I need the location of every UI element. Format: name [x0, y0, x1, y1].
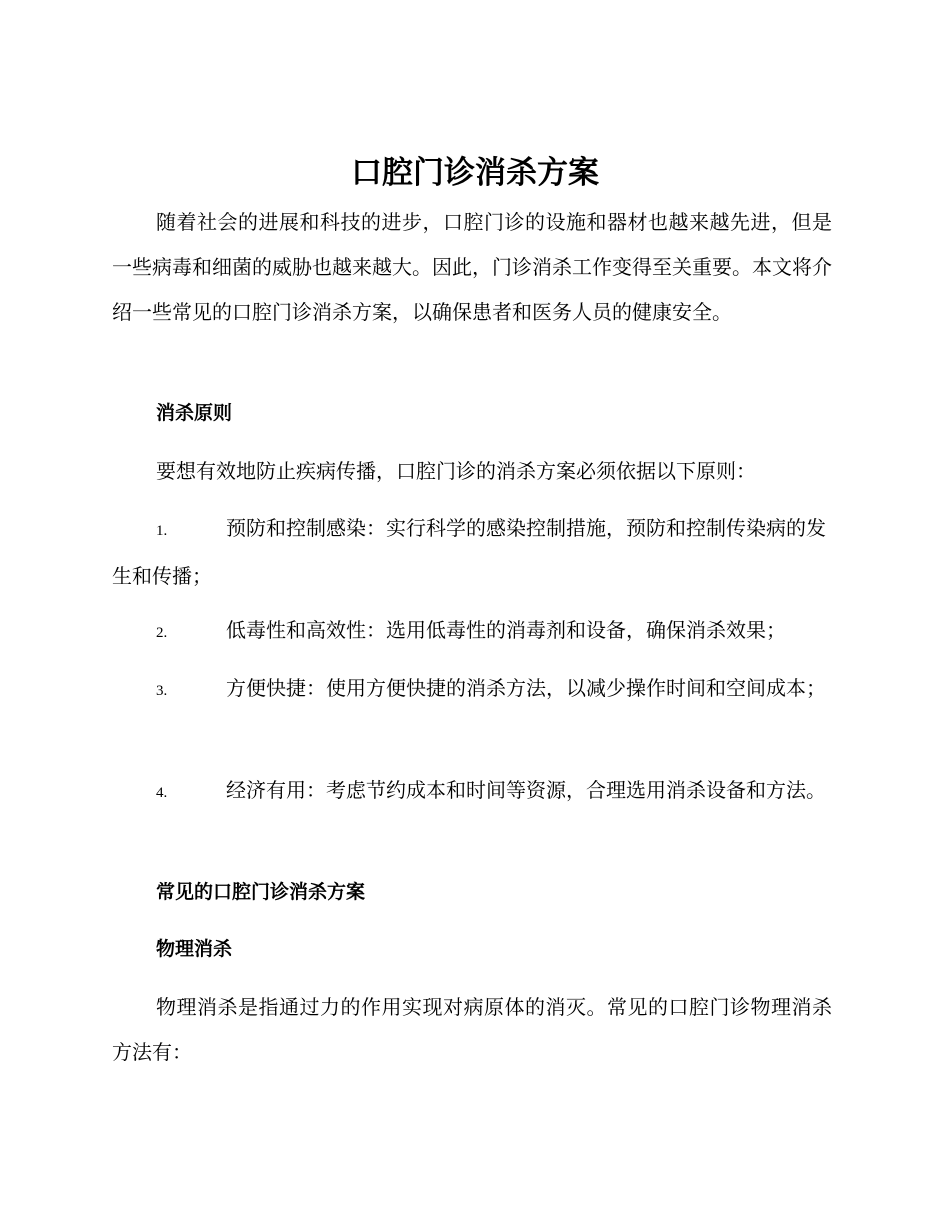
section-heading-principles: 消杀原则	[156, 402, 233, 424]
principles-lead-paragraph: 要想有效地防止疾病传播，口腔门诊的消杀方案必须依据以下原则：	[156, 459, 756, 483]
subsection-heading-physical: 物理消杀	[156, 938, 233, 960]
list-item	[112, 608, 832, 656]
list-item	[112, 768, 832, 816]
list-number: 3.	[156, 683, 168, 699]
list-item	[112, 666, 832, 714]
list-item-text: 低毒性和高效性：选用低毒性的消毒剂和设备，确保消杀效果；	[226, 618, 786, 642]
list-number: 2.	[156, 625, 168, 641]
list-item-text: 方便快捷：使用方便快捷的消杀方法，以减少操作时间和空间成本；	[226, 676, 826, 700]
list-item	[112, 506, 832, 599]
intro-paragraph: 随着社会的进展和科技的进步，口腔门诊的设施和器材也越来越先进，但是一些病毒和细菌的威胁也越来越大。因此，门诊消杀工作变得至关重要。本文将介绍一些常见的口腔门诊消杀方案，以确保患者和医务人员的健康安全。	[112, 210, 832, 324]
list-item-text: 经济有用：考虑节约成本和时间等资源，合理选用消杀设备和方法。	[226, 778, 826, 802]
list-item-text: 预防和控制感染：实行科学的感染控制措施，预防和控制传染病的发生和传播；	[112, 516, 826, 588]
list-number: 4.	[156, 785, 168, 801]
list-number: 1.	[156, 523, 168, 539]
physical-paragraph: 物理消杀是指通过力的作用实现对病原体的消灭。常见的口腔门诊物理消杀方法有：	[112, 995, 832, 1064]
section-heading-common-plans: 常见的口腔门诊消杀方案	[156, 881, 366, 903]
document-title: 口腔门诊消杀方案	[351, 155, 599, 191]
